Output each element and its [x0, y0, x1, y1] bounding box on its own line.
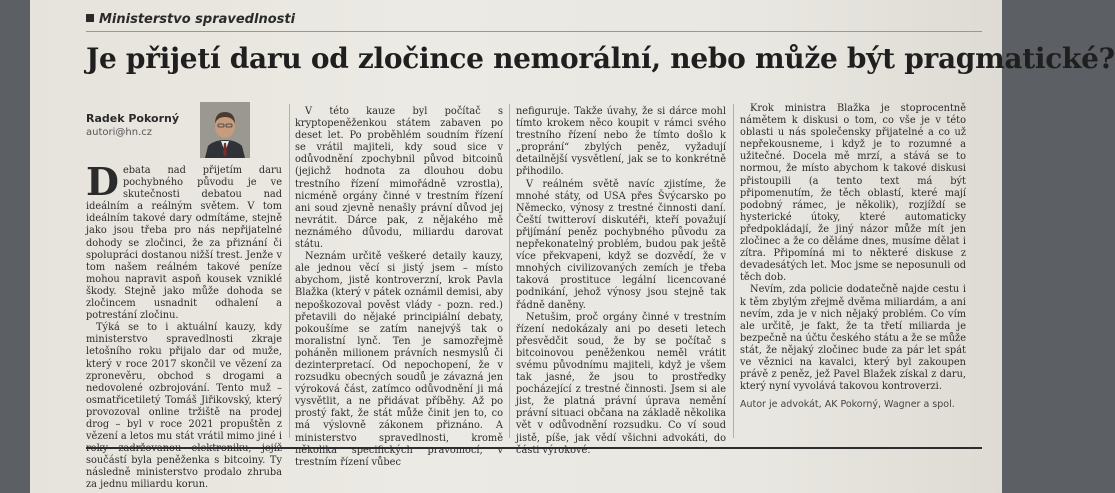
- drop-cap: D: [86, 159, 119, 204]
- section-bullet-icon: [86, 14, 94, 22]
- article-column-4: [740, 103, 966, 443]
- column-divider: [509, 104, 510, 438]
- paragraph: Neznám určitě veškeré detaily kauzy, ale jednou věcí si jistý jsem – místo abychom, jistě kontroverzní, krok Pavla Blažka (který v pátek oznámil demisi, aby nepoškozoval pověst vlády - pozn. red.) přetavili do nějaké principiální debaty, pokoušíme se zatím nanejvýš tak o moralistní lynč. Ten je samozřejmě poháněn milionem právních nesmyslů či dezinterpretací. Od nepochopení, že v rozsudku obecných soudů je závazná jen výroková část, zatímco odůvodnění ji má vysvětlit, a ne přidávat příběhy. Až po prostý fakt, že stát může činit jen to, co má výslovně zákonem přiznáno. A ministerstvo spravedlnosti, kromě několika specifických pravomocí, v trestním řízení vůbec: [295, 251, 503, 468]
- column-divider: [733, 104, 734, 438]
- author-portrait-icon: [200, 102, 250, 158]
- article-column-1: [86, 159, 282, 491]
- top-rule: [86, 31, 982, 32]
- section-label: [86, 12, 295, 27]
- article-column-2: [295, 106, 503, 468]
- author-email: autori@hn.cz: [86, 127, 152, 138]
- paragraph: V reálném světě navíc zjistíme, že mnohé státy, od USA přes Švýcarsko po Německo, výnosy z trestné činnosti daní. Čeští twitteroví diskutéři, kteří považují přijímání peněz pochybného původu za nepřekonatelný problém, budou pak ještě více překvapeni, když se dozvědí, že v mnohých civilizovaných zemích je třeba taková prostituce legální licencované podnikání, jehož výnosy jsou stejně tak řádně daněny.: [516, 178, 726, 311]
- column-divider: [289, 104, 290, 438]
- paragraph: [86, 159, 282, 322]
- paragraph: Týká se to i aktuální kauzy, kdy ministerstvo spravedlnosti zkraje letošního roku přijalo dar od muže, který v roce 2017 skončil ve vězení za zpronevěru, obchod s drogami a nedovolené ozbrojování. Tento muž – osmatřicetiletý Tomáš Jiřikovský, který provozoval online tržiště na prodej drog – byl v roce 2021 propuštěn z vězení a letos mu stát vrátil mimo jiné i roky zadržovanou elektroniku, jejíž součástí byla peněženka s bitcoiny. Ty následně ministerstvo prodalo zhruba za jednu miliardu korun.: [86, 322, 282, 491]
- paragraph: nefiguruje. Takže úvahy, že si dárce mohl tímto krokem něco koupit v rámci svého trestního řízení nebo že tímto došlo k „proprání“ zbylých peněz, vyžadují detailnější vysvětlení, jak se to konkrétně přihodilo.: [516, 106, 726, 178]
- article-headline: Je přijetí daru od zločince nemorální, nebo může být pragmatické?: [86, 42, 1115, 75]
- paragraph: Krok ministra Blažka je stoprocentně námětem k diskusi o tom, co vše je v této oblasti u nás společensky přijatelné a co už nepřekousneme, i když je to rozumné a užitečné. Docela mě mrzí, a stává se to normou, že místo abychom k takové diskusi přistoupili (a tento text má být připomenutím, že těch oblastí, které mají podobný rámec, je několik), rozjíždí se hysterické útoky, které automaticky předpokládají, že jiný názor může mít jen zločinec a že co děláme dnes, musíme dělat i zítra. Připomíná mi to některé diskuse z devadesátých let. Moc jsme se neposunuli od těch dob.: [740, 103, 966, 284]
- paragraph-text: ebata nad přijetím daru pochybného původu je ve skutečnosti debatou nad ideálním a reálným světem. V tom ideálním takové dary odmítáme, stejně jako jsou třeba pro nás nepřijatelné dohody se zločinci, že za přiznání či spolupráci dostanou nižší trest. Jenže v tom našem reálném takové peníze mohou napravit aspoň kousek vzniklé škody. Stejně jako může dohoda se zločincem usnadnit odhalení a potrestání zločinu.: [86, 165, 282, 322]
- article-column-3: [516, 106, 726, 456]
- author-note: Autor je advokát, AK Pokorný, Wagner a spol.: [740, 399, 955, 411]
- section-name: Ministerstvo spravedlnosti: [99, 12, 296, 27]
- author-name: Radek Pokorný: [86, 112, 179, 125]
- author-photo: [200, 102, 250, 158]
- newspaper-page: [30, 0, 1115, 493]
- bottom-rule: [86, 447, 982, 449]
- paragraph: Netušim, proč orgány činné v trestním řízení nedokázaly ani po deseti letech přesvědčit soud, že by se počítač s bitcoinovou peněženkou neměl vrátit svému původnímu majiteli, když je všem tak jasné, že jsou to prostředky pocházející z trestné činnosti. Jsem si ale jist, že platná právní úprava nemění právní situaci občana na základě několika vět v odůvodnění rozsudku. Co ví soud jistě, píše, jak vědí všichni advokáti, do části výrokové.: [516, 311, 726, 456]
- paragraph: Nevím, zda policie dodatečně najde cestu i k těm zbylým zřejmě dvěma miliardám, a ani nevím, zda je v nich nějaký problém. Co vím ale určitě, je fakt, že ta třetí miliarda je bezpečně na účtu českého státu a že se může stát, že nějaký zločinec bude za pár let spát ve věznici na kavalci, který byl zakoupen právě z peněz, jež Pavel Blažek získal z daru, který nyní vyvolává takovou kontroverzi.: [740, 284, 966, 393]
- paragraph: V této kauze byl počítač s kryptopeněženkou státem zabaven po deset let. Po proběhlém soudním řízení se vrátil majiteli, kdy soud sice v odůvodnění zpochybnil původ bitcoinů (jejichž hodnota za dlouhou dobu trestního řízení mimořádně vzrostla), nicméně orgány činné v trestním řízení ani soud zjevně nenašly právní důvod jej nevrátit. Dárce pak, z nějakého mě neznámého důvodu, miliardu darovat státu.: [295, 106, 503, 251]
